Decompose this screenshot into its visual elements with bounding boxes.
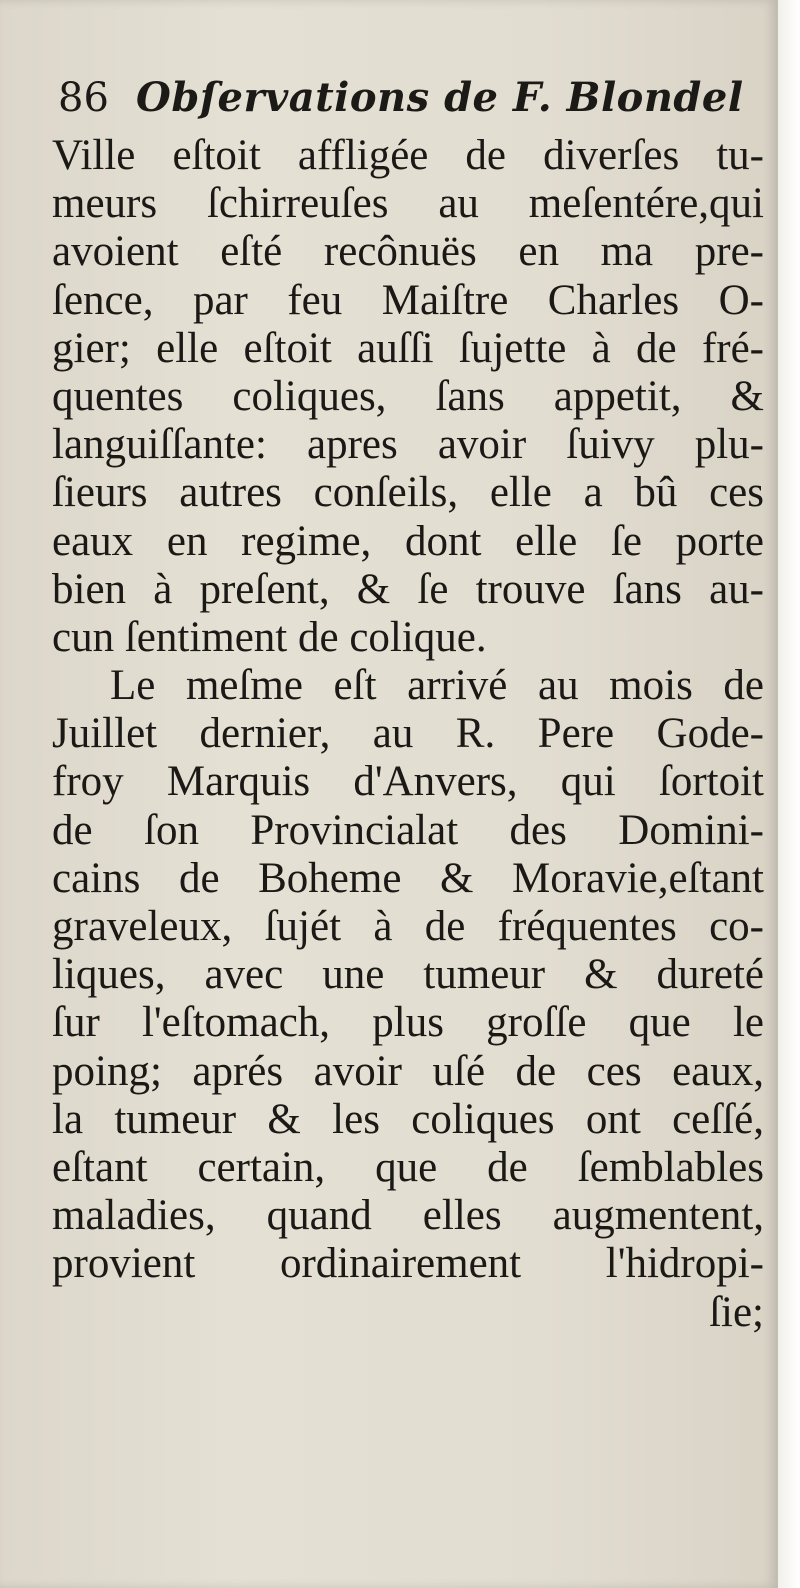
text-line: gier; elle eſtoit auſſi ſujette à de fré- <box>52 324 764 372</box>
text-line: eaux en regime, dont elle ſe porte <box>52 517 764 565</box>
page-number: 86 <box>58 75 109 121</box>
text-line: de ſon Provincialat des Domini- <box>52 806 764 854</box>
text-line: graveleux, ſujét à de fréquentes co- <box>52 903 764 950</box>
text-line: meurs ſchirreuſes au meſentére,qui <box>52 180 764 228</box>
text-line: cains de Boheme & Moravie,eſtant <box>52 854 764 902</box>
text-line: bien à preſent, & ſe trouve ſans au- <box>52 565 764 613</box>
text-line: eſtant certain, que de ſemblables <box>52 1143 764 1191</box>
text-line: ſur l'eſtomach, plus groſſe que le <box>52 999 764 1047</box>
text-line: Juillet dernier, au R. Pere Gode- <box>52 710 764 758</box>
text-line: quentes coliques, ſans appetit, & <box>52 372 764 420</box>
text-line: provient ordinairement l'hidropi- <box>52 1240 764 1288</box>
text-line: Le meſme eſt arrivé au mois de <box>110 662 764 710</box>
page-header <box>58 68 758 128</box>
page-edge <box>778 0 800 1588</box>
text-line: Ville eſtoit affligée de diverſes tu- <box>52 132 764 179</box>
text-line: ſieurs autres conſeils, elle a bû ces <box>52 469 764 517</box>
text-line: poing; aprés avoir uſé de ces eaux, <box>52 1047 764 1095</box>
text-line: languiſſante: apres avoir ſuivy plu- <box>52 421 764 469</box>
text-line: froy Marquis d'Anvers, qui ſortoit <box>52 758 764 806</box>
text-line: la tumeur & les coliques ont ceſſé, <box>52 1095 764 1143</box>
text-line: cun ſentiment de colique. <box>52 613 487 661</box>
catchword: ſie; <box>709 1288 764 1336</box>
text-line: maladies, quand elles augmentent, <box>52 1192 764 1240</box>
running-title: Obſervations de F. Blondel <box>136 74 744 121</box>
text-line: liques, avec une tumeur & dureté <box>52 951 764 999</box>
body-text <box>52 132 764 1337</box>
text-line: avoient eſté recônuës en ma pre- <box>52 228 764 276</box>
text-line: ſence, par feu Maiſtre Charles O- <box>52 276 764 324</box>
